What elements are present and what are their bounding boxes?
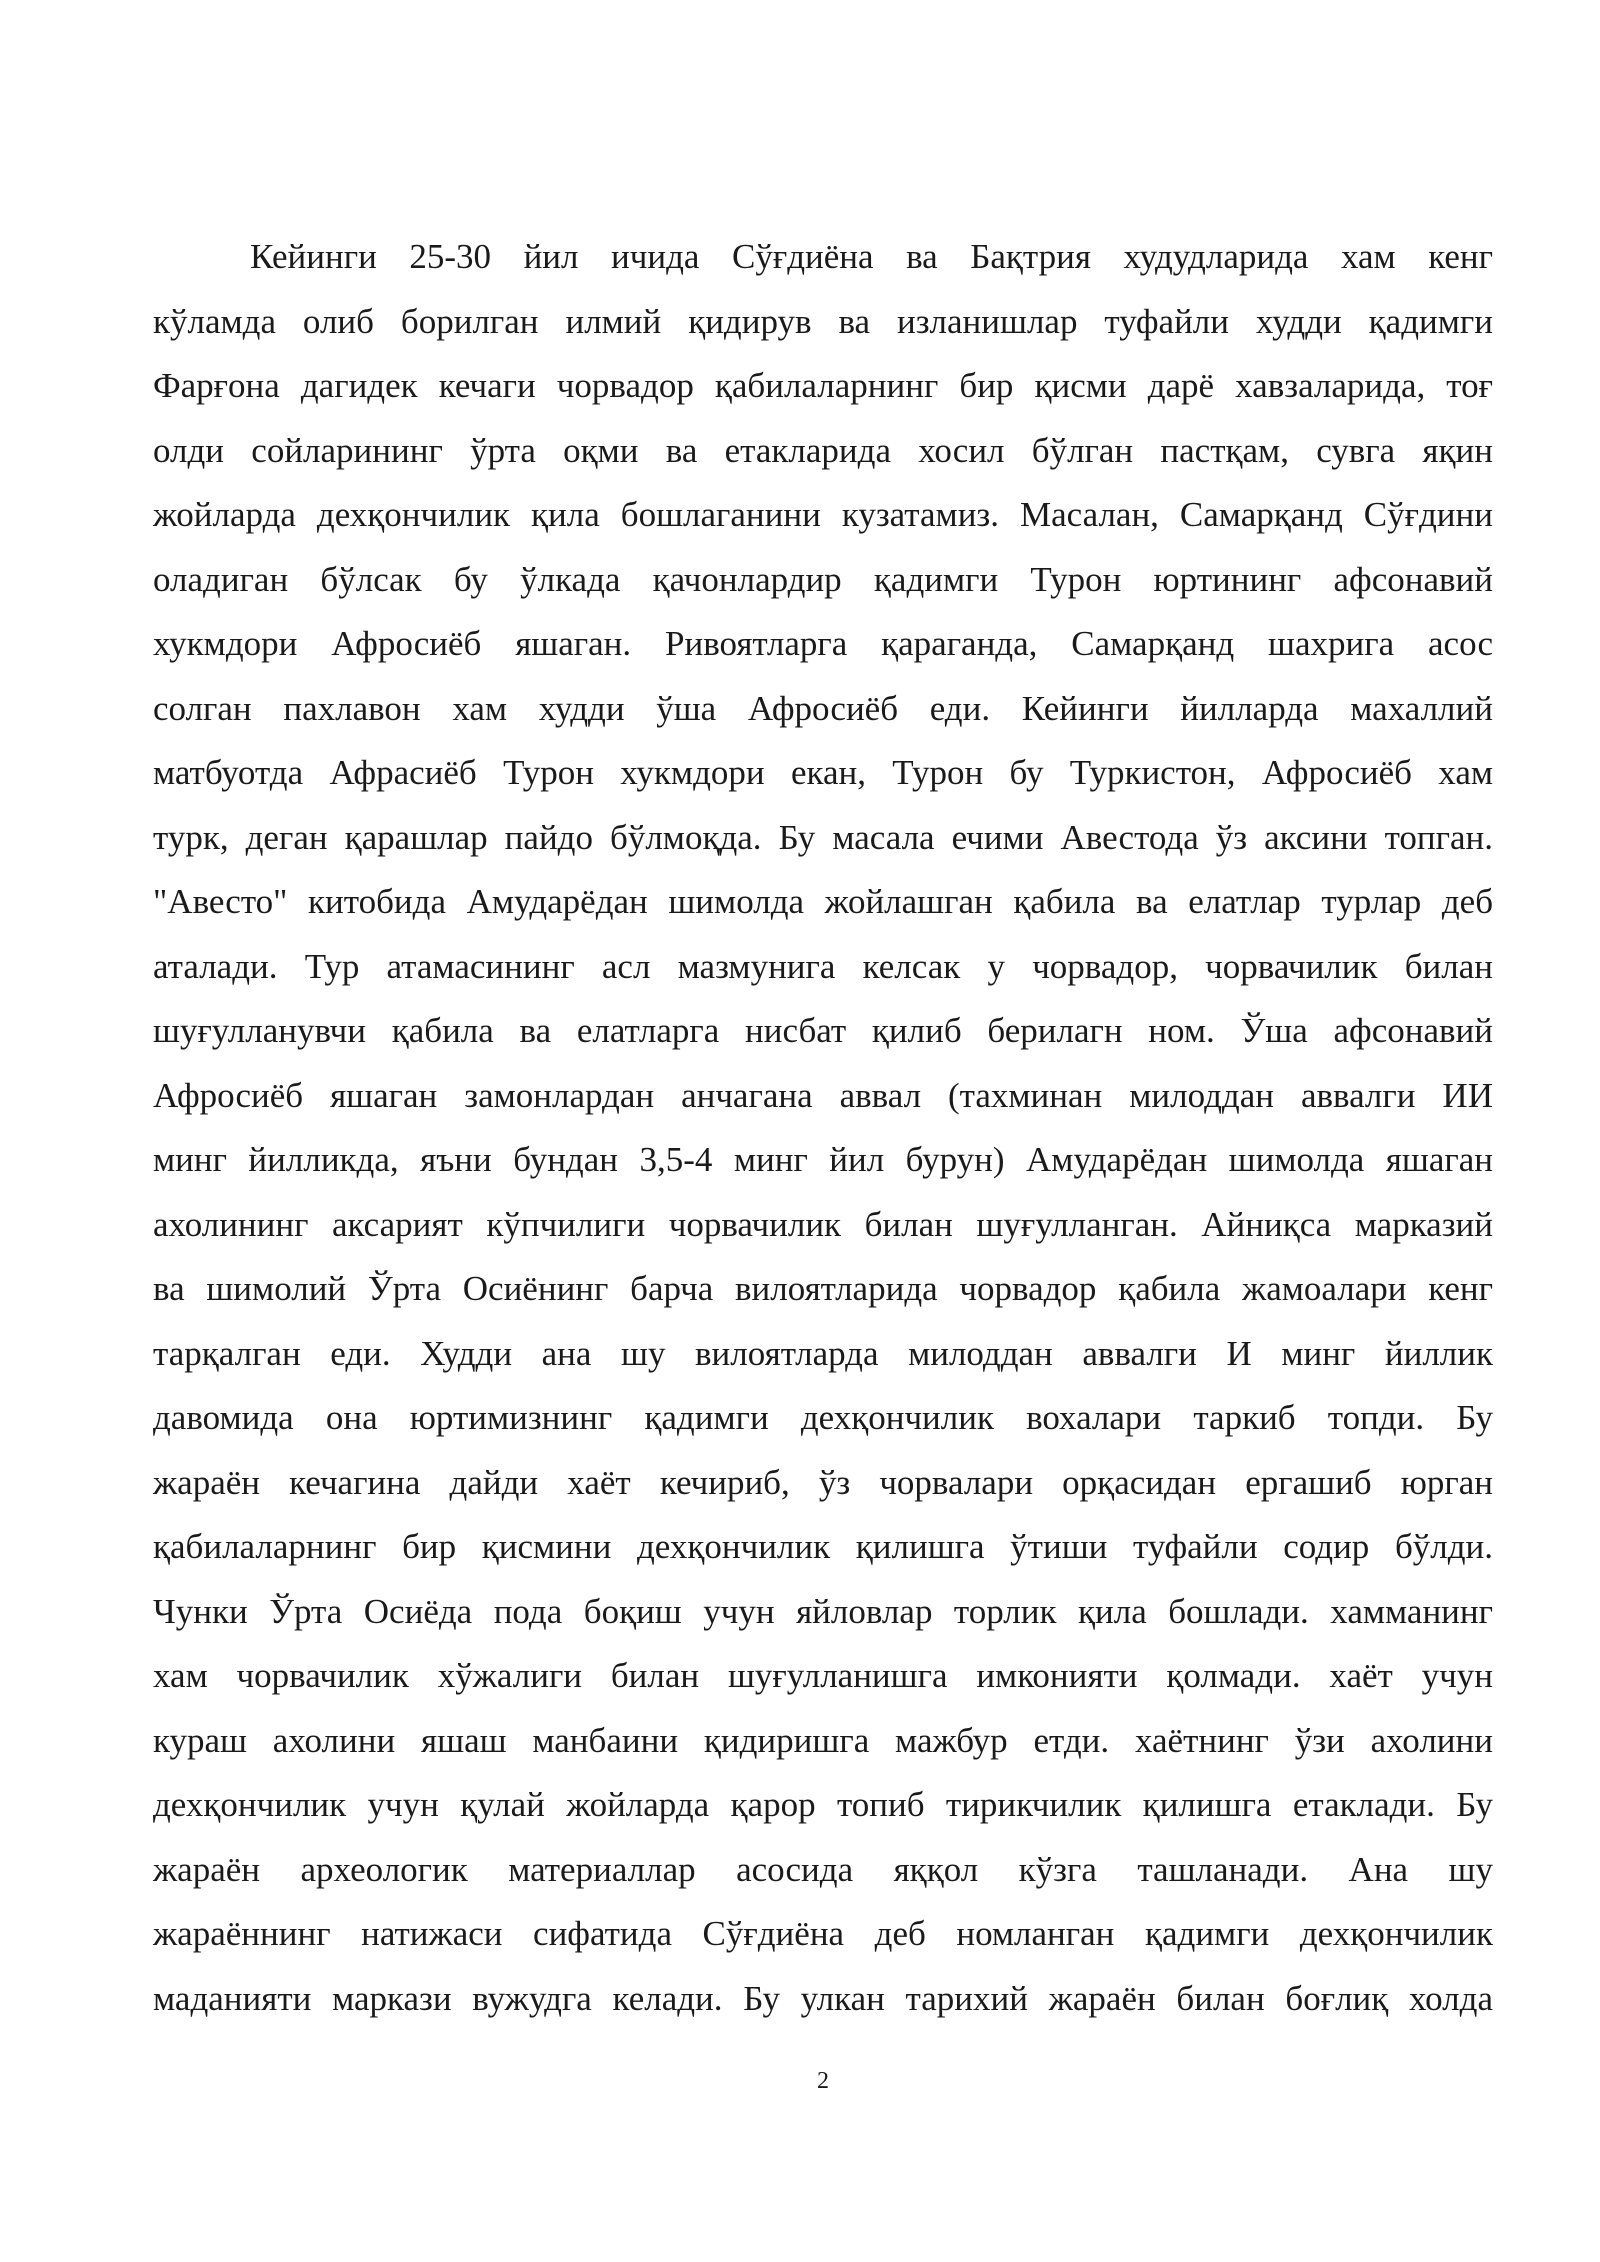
text-line: Фарғона дагидек кечаги чорвадор қабилаларнинг бир қисми дарё хавзаларида, тоғ: [153, 366, 1493, 405]
text-line: давомида она юртимизнинг қадимги дехқончилик вохалари таркиб топди. Бу: [153, 1398, 1493, 1437]
text-line: ва шимолий Ўрта Осиёнинг барча вилоятларида чорвадор қабила жамоалари кенг: [153, 1269, 1493, 1308]
text-line: жараён археологик материаллар асосида яққол кўзга ташланади. Ана шу: [153, 1849, 1493, 1889]
text-line: маданияти маркази вужудга келади. Бу улкан тарихий жараён билан боғлиқ холда: [153, 1978, 1493, 2018]
text-line: оладиган бўлсак бу ўлкада қачонлардир қадимги Турон юртининг афсонавий: [153, 559, 1493, 599]
text-line: кўламда олиб борилган илмий қидирув ва изланишлар туфайли худди қадимги: [153, 301, 1493, 341]
text-line: кураш ахолини яшаш манбаини қидиришга мажбур етди. хаётнинг ўзи ахолини: [153, 1720, 1493, 1760]
text-line: Афросиёб яшаган замонлардан анчагана аввал (тахминан милоддан аввалги ИИ: [153, 1075, 1493, 1115]
text-line: матбуотда Афрасиёб Турон хукмдори екан, Турон бу Туркистон, Афросиёб хам: [153, 753, 1493, 792]
text-line: жараённинг натижаси сифатида Сўғдиёна деб номланган қадимги дехқончилик: [153, 1914, 1493, 1953]
text-line: жараён кечагина дайди хаёт кечириб, ўз чорвалари орқасидан ергашиб юрган: [153, 1462, 1493, 1502]
text-line: турк, деган қарашлар пайдо бўлмоқда. Бу масала ечими Авестода ўз аксини топган.: [153, 817, 1493, 857]
text-line: Кейинги 25-30 йил ичида Сўғдиёна ва Бақтрия худудларида хам кенг: [250, 237, 1493, 276]
text-line: хам чорвачилик хўжалиги билан шуғулланишга имконияти қолмади. хаёт учун: [153, 1656, 1493, 1695]
text-line: Чунки Ўрта Осиёда пода боқиш учун яйловлар торлик қила бошлади. хамманинг: [153, 1591, 1493, 1631]
body-paragraph: [153, 225, 1493, 2031]
text-line: олди сойларининг ўрта оқми ва етакларида хосил бўлган пастқам, сувга яқин: [153, 430, 1493, 470]
text-line: ахолининг аксарият кўпчилиги чорвачилик билан шуғулланган. Айниқса марказий: [153, 1204, 1493, 1244]
text-line: аталади. Тур атамасининг асл мазмунига келсак у чорвадор, чорвачилик билан: [153, 946, 1493, 986]
text-line: хукмдори Афросиёб яшаган. Ривоятларга қараганда, Самарқанд шахрига асос: [153, 624, 1493, 663]
text-line: жойларда дехқончилик қила бошлаганини кузатамиз. Масалан, Самарқанд Сўғдини: [153, 495, 1493, 534]
text-line: минг йилликда, яъни бундан 3,5-4 минг йил бурун) Амударёдан шимолда яшаган: [153, 1140, 1493, 1179]
text-line: қабилаларнинг бир қисмини дехқончилик қилишга ўтиши туфайли содир бўлди.: [153, 1527, 1493, 1566]
text-line: дехқончилик учун қулай жойларда қарор топиб тирикчилик қилишга етаклади. Бу: [153, 1785, 1493, 1824]
text-line: шуғулланувчи қабила ва елатларга нисбат қилиб берилагн ном. Ўша афсонавий: [153, 1011, 1493, 1050]
text-line: "Авесто" китобида Амударёдан шимолда жойлашган қабила ва елатлар турлар деб: [153, 882, 1493, 921]
text-line: солган пахлавон хам худди ўша Афросиёб еди. Кейинги йилларда махаллий: [153, 688, 1493, 728]
text-line: тарқалган еди. Худди ана шу вилоятларда милоддан аввалги И минг йиллик: [153, 1333, 1493, 1373]
page-number: 2: [817, 2068, 829, 2094]
